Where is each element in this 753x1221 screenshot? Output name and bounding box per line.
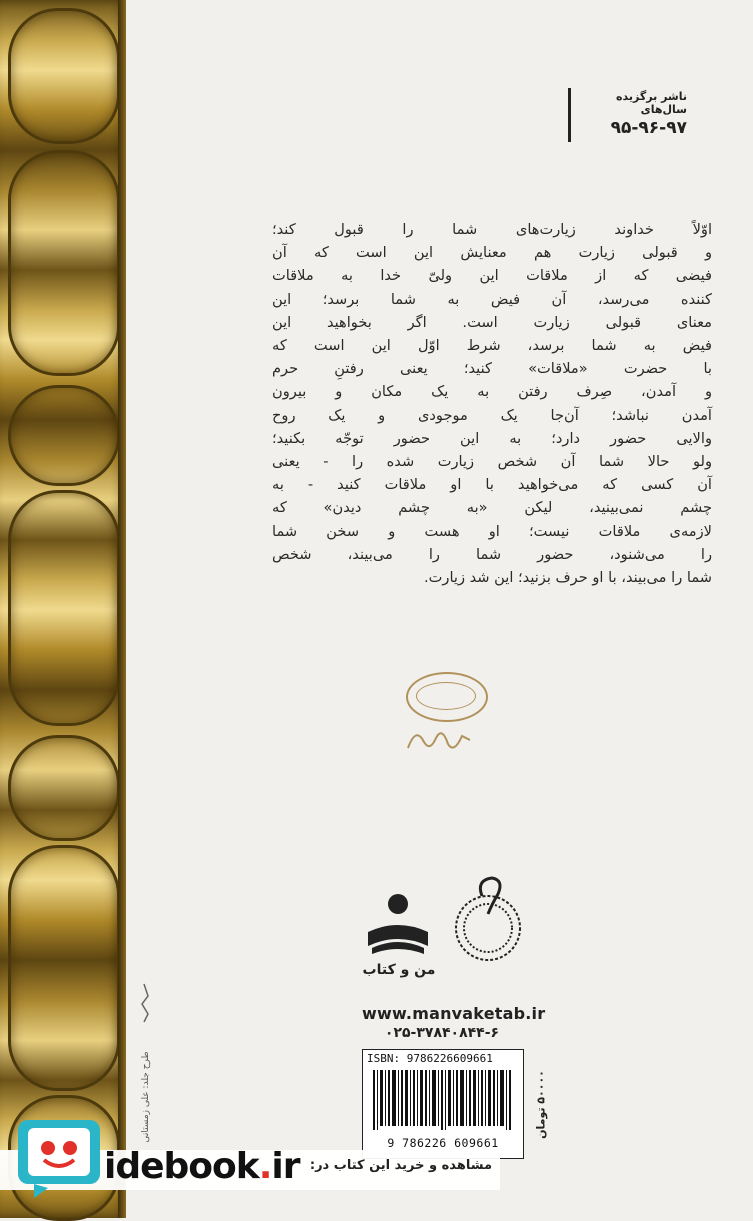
award-badge-title: ناشر برگزیده سال‌های [616,90,687,116]
spine-edge [118,0,126,1218]
idebook-logo-main: idebook [104,1146,259,1187]
designer-credit-text: طرح جلد: علی زمستانی [141,1051,151,1143]
idebook-book-icon[interactable] [14,1114,104,1206]
quote-line: آن کسی که می‌خواهید با او ملاقات کنید - به [272,476,712,494]
quote-line: معنای قبولی زیارت است. اگر بخواهید این [272,313,712,331]
watermark-caption: مشاهده و خرید این کتاب در: [309,1158,492,1173]
price-label [526,1058,556,1158]
quote-line: و قبولی زیارت هم معنایش این است که آن [272,244,712,262]
spine-medallion [8,490,120,726]
publisher-phone: ۰۲۵-۳۷۸۴۰۸۴۴-۶ [384,1025,500,1041]
signature-icon [404,718,474,758]
publisher-name: من و کتاب [362,962,436,978]
gold-spine [0,0,126,1218]
price-text: ۵۰۰۰۰ تومان [534,1070,548,1139]
idebook-logo-tld: ir [271,1146,300,1187]
designer-mark-icon [136,982,152,1024]
seal-stamp [406,672,488,722]
isbn-digits: 9 786226 609661 [387,1136,499,1150]
barcode-bars-icon [373,1070,513,1130]
quote-line: با حضرت «ملاقات» کنید؛ یعنی رفتنِ حرم [272,360,712,378]
spine-medallion [8,8,120,144]
award-badge-years: ۹۵-۹۶-۹۷ [610,118,687,138]
publisher-website: www.manvaketab.ir [362,1004,546,1023]
spine-medallion [8,845,120,1091]
quote-line: والایی حضور دارد؛ به این حضور توجّه بکنید؛ [272,429,712,447]
quote-line: اوّلاً خداوند زیارت‌های شما را قبول کند؛ [272,221,712,238]
idebook-logo-dot: . [258,1146,272,1187]
quote-line: لازمه‌ی ملاقات نیست؛ او هست و سخن شما [272,522,712,540]
idebook-logo[interactable] [104,1146,299,1187]
quote-line: را می‌شنود، حضور شما را می‌بیند، شخص [272,545,712,563]
quote-line: آمدن نباشد؛ آن‌جا یک موجودی و یک روح [272,406,712,424]
barcode [362,1049,524,1159]
spine-medallion [8,735,120,841]
quote-line: کننده می‌رسد، آن فیض به شما برسد؛ این [272,290,712,308]
quote-line: شما را می‌بیند، با او حرف بزنید؛ این شد زیارت. [424,569,712,587]
quote-line: چشم نمی‌بینید، لیکن «به چشم دیدن» که [272,499,712,517]
quote-line: فیض به شما برسد، شرط اوّل این است که [272,337,712,355]
spine-medallion [8,150,120,376]
quote-line: ولو حالا شما آن شخص زیارت شده را - یعنی [272,453,712,471]
spine-medallion [8,385,120,486]
seal-inner-ring [416,682,476,710]
isbn-label: ISBN: 9786226609661 [367,1052,493,1065]
quote-line: و آمدن، صِرف رفتن به یک مکان و بیرون [272,383,712,401]
back-cover-quote [272,218,712,589]
quote-line: فیضی که از ملاقات این ولیّ خدا به ملاقات [272,267,712,285]
publisher-emblem-icon [452,874,524,970]
award-badge [568,88,693,142]
